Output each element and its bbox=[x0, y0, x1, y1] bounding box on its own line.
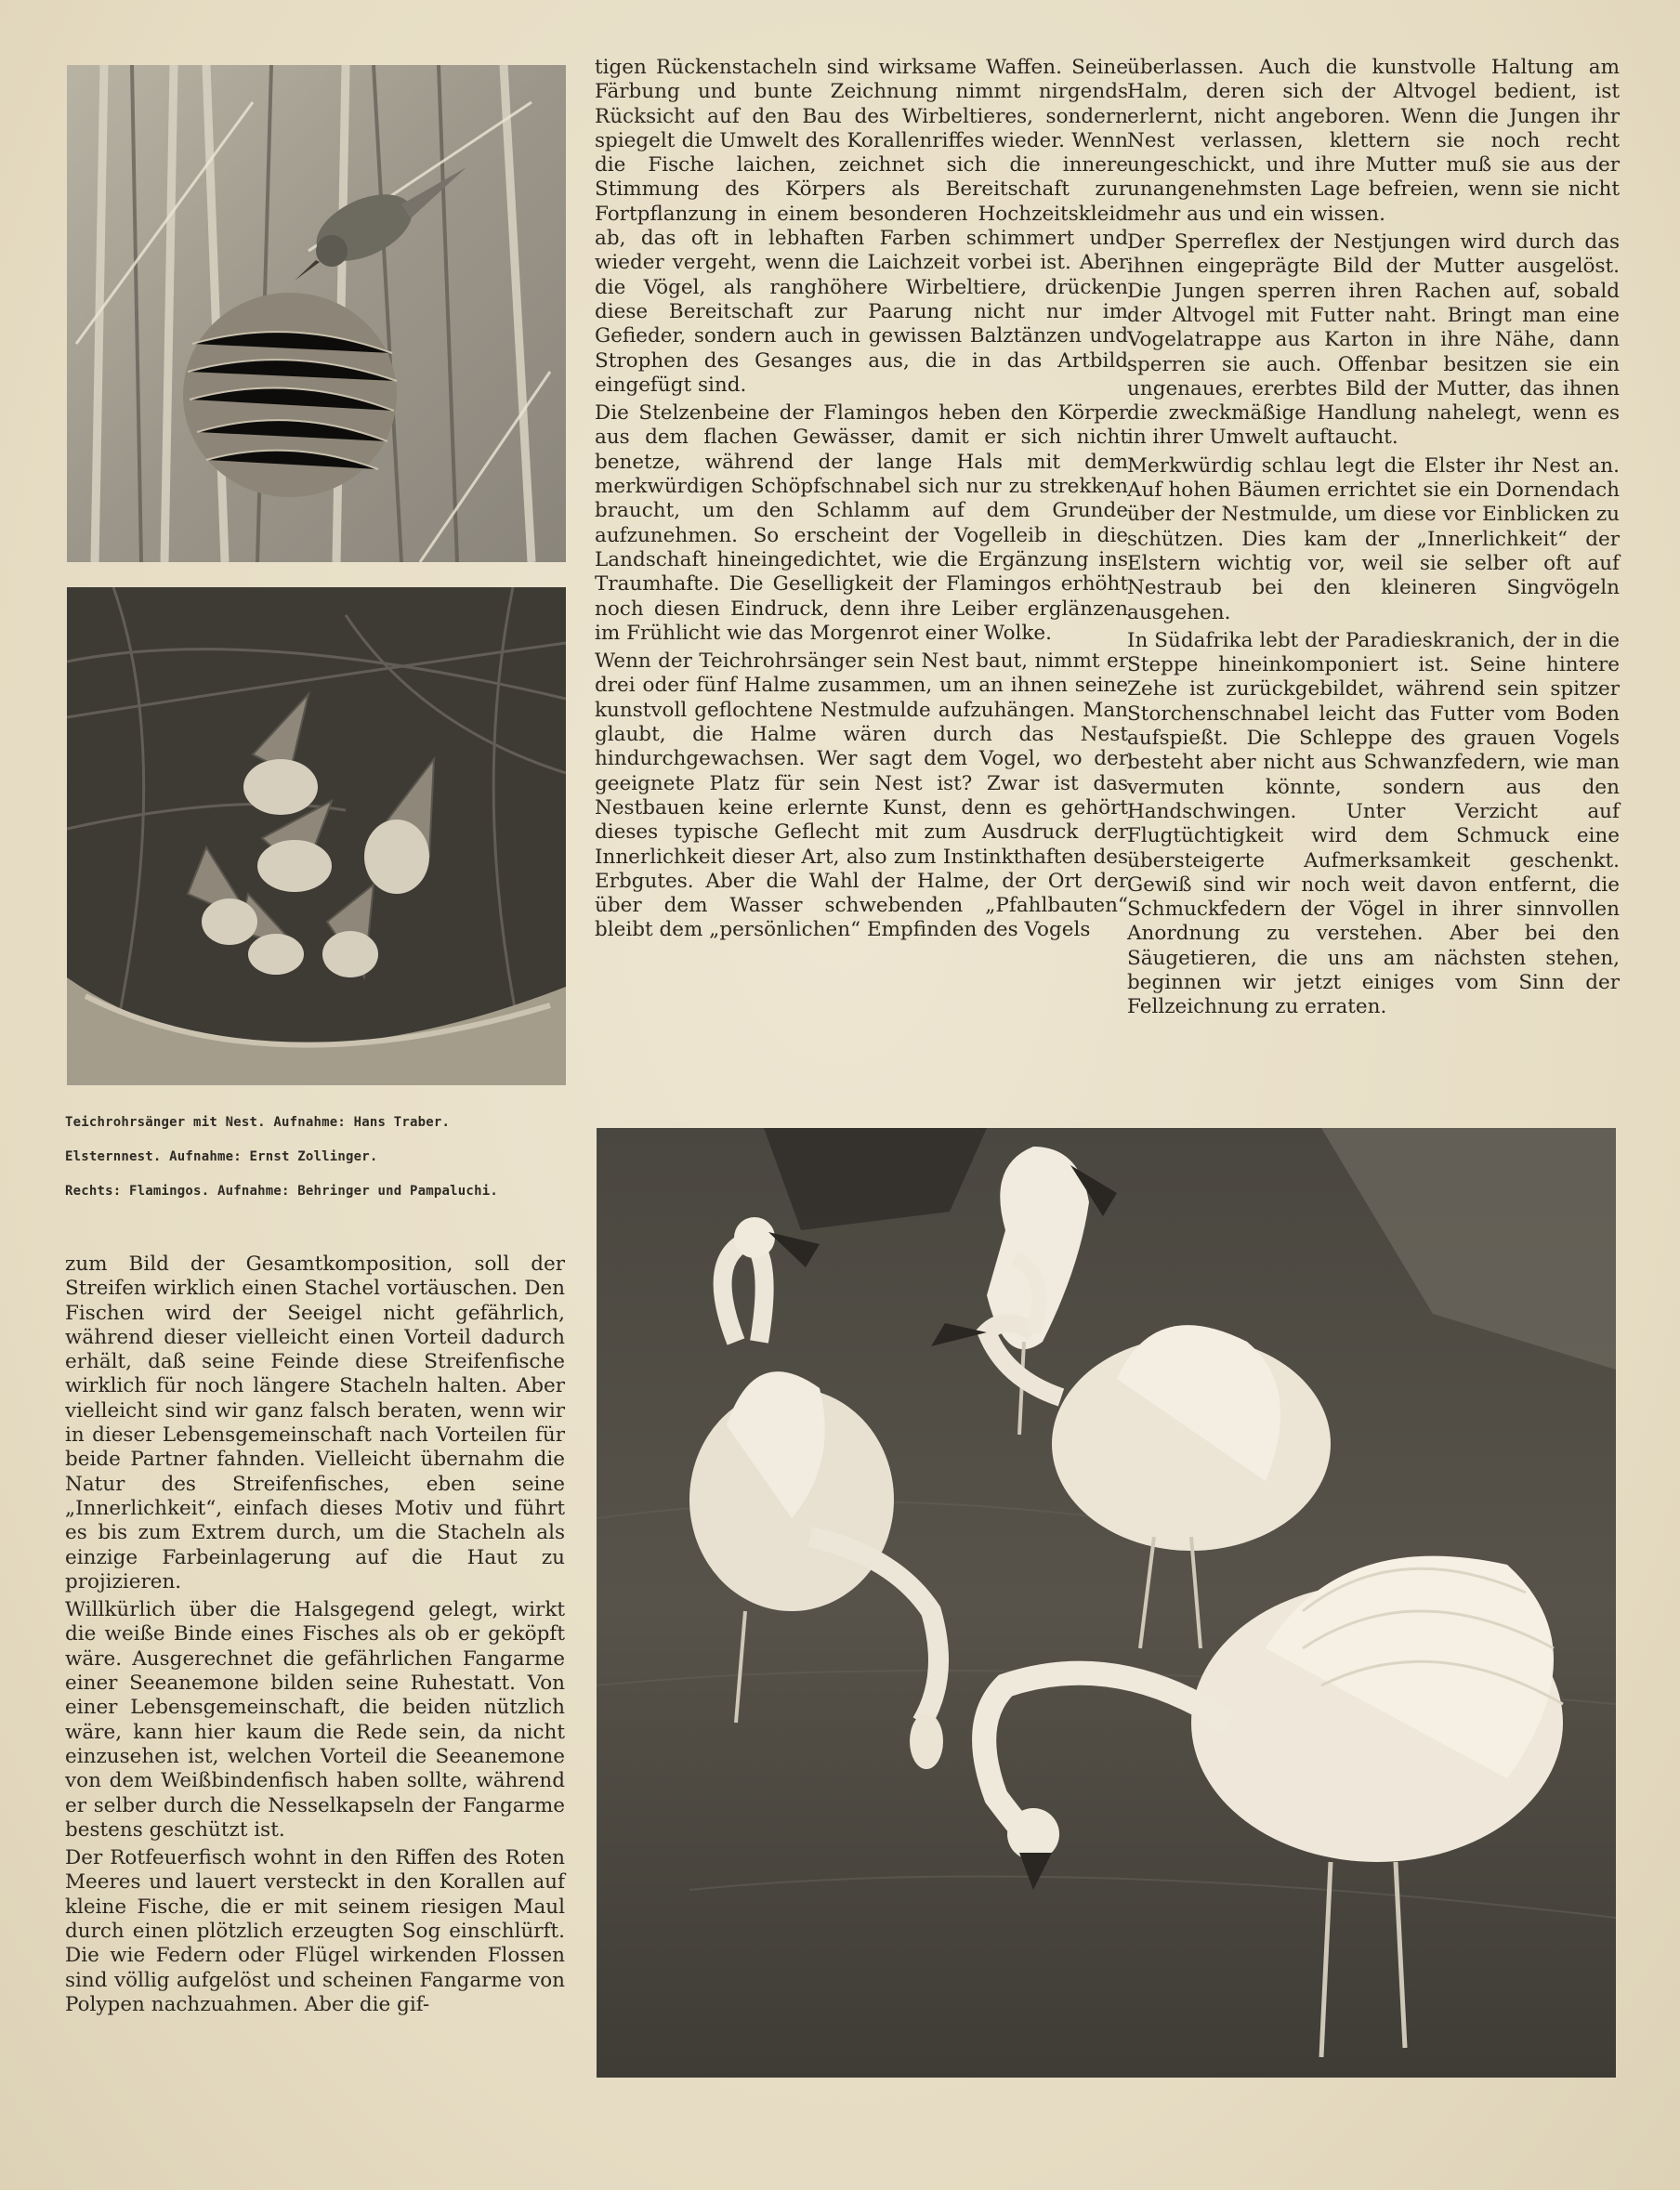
photo-caption: Teichrohrsänger mit Nest. Aufnahme: Hans Traber. bbox=[65, 1115, 451, 1130]
text-column-middle bbox=[595, 56, 1128, 947]
paragraph: Der Rotfeuerfisch wohnt in den Riffen des Roten Meeres und lauert versteckt in den Korallen auf kleine Fische, die er mit seinem riesigen Maul durch einen plötzlich erzeugten Sog einschlürft. Die wie Federn oder Flügel wirkenden Flossen sind völlig aufgelöst und scheinen Fangarme von Polypen nachzuahmen. Aber die gif- bbox=[65, 1846, 565, 2016]
flamingos-illustration bbox=[597, 1128, 1616, 2078]
paragraph: tigen Rückenstacheln sind wirksame Waffen. Seine Färbung und bunte Zeichnung nimmt nirgends Rücksicht auf den Bau des Wirbeltieres, sondern spiegelt die Umwelt des Korallenriffes wieder. Wenn die Fische laichen, zeichnet sich die innere Stimmung des Körpers als Bereitschaft zur Fortpflanzung in einem besonderen Hochzeitskleid ab, das oft in lebhaften Farben schimmert und wieder vergeht, wenn die Laichzeit vorbei ist. Aber die Vögel, als ranghöhere Wirbeltiere, drücken diese Bereitschaft zur Paarung nicht nur im Gefieder, sondern auch in gewissen Balztänzen und Strophen des Gesanges aus, die in das Artbild eingefügt sind. bbox=[595, 56, 1128, 397]
photo-caption: Elsternnest. Aufnahme: Ernst Zollinger. bbox=[65, 1149, 378, 1164]
text-column-left bbox=[65, 1252, 565, 2021]
photo-caption: Rechts: Flamingos. Aufnahme: Behringer und Pampaluchi. bbox=[65, 1184, 498, 1199]
paragraph: Die Stelzenbeine der Flamingos heben den Körper aus dem flachen Gewässer, damit er sich nicht benetze, während der lange Hals mit dem merkwürdigen Schöpfschnabel sich nur zu strekken braucht, um den Schlamm auf dem Grunde aufzunehmen. So erscheint der Vogelleib in die Landschaft hineingedichtet, wie die Ergänzung ins Traumhafte. Die Geselligkeit der Flamingos erhöht noch diesen Eindruck, denn ihre Leiber erglänzen im Frühlicht wie das Morgenrot einer Wolke. bbox=[595, 401, 1128, 645]
reed-warbler-illustration bbox=[67, 65, 566, 562]
reed-warbler-photo bbox=[67, 65, 566, 562]
paragraph: Willkürlich über die Halsgegend gelegt, wirkt die weiße Binde eines Fisches als ob er geköpft wäre. Ausgerechnet die gefährlichen Fangarme einer Seeanemone bilden seine Ruhestatt. Von einer Lebensgemeinschaft, die beiden nützlich wäre, kann hier kaum die Rede sein, da nicht einzusehen ist, welchen Vorteil die Seeanemone von dem Weißbindenfisch haben sollte, während er selber durch die Nesselkapseln der Fangarme bestens geschützt ist. bbox=[65, 1598, 565, 1842]
magpie-nest-illustration bbox=[67, 587, 566, 1085]
paragraph: überlassen. Auch die kunstvolle Haltung am Halm, deren sich der Altvogel bedient, ist erlernt, nicht angeboren. Wenn die Jungen ihr Nest verlassen, klettern sie noch recht ungeschickt, und ihre Mutter muß sie aus der unangenehmsten Lage befreien, wenn sie nicht mehr aus und ein wissen. bbox=[1127, 56, 1620, 226]
magpie-nest-photo bbox=[67, 587, 566, 1085]
text-column-right bbox=[1127, 56, 1620, 1024]
paragraph: Wenn der Teichrohrsänger sein Nest baut, nimmt er drei oder fünf Halme zusammen, um an ihnen seine kunstvoll geflochtene Nestmulde aufzuhängen. Man glaubt, die Halme wären durch das Nest hindurchgewachsen. Wer sagt dem Vogel, wo der geeignete Platz für sein Nest ist? Zwar ist das Nestbauen keine erlernte Kunst, denn es gehört dieses typische Geflecht mit zum Ausdruck der Innerlichkeit dieser Art, also zum Instinkthaften des Erbgutes. Aber die Wahl der Halme, der Ort der über dem Wasser schwebenden „Pfahlbauten“ bleibt dem „persönlichen“ Empfinden des Vogels bbox=[595, 649, 1128, 942]
paragraph: zum Bild der Gesamtkomposition, soll der Streifen wirklich einen Stachel vortäuschen. Den Fischen wird der Seeigel nicht gefährlich, während dieser vielleicht einen Vorteil dadurch erhält, daß seine Feinde diese Streifenfische wirklich für noch längere Stacheln halten. Aber vielleicht sind wir ganz falsch beraten, wenn wir in dieser Lebensgemeinschaft nach Vorteilen für beide Partner fahnden. Vielleicht übernahm die Natur des Streifenfisches, eben seine „Innerlichkeit“, einfach dieses Motiv und führt es bis zum Extrem durch, um die Stacheln als einzige Farbeinlagerung auf die Haut zu projizieren. bbox=[65, 1252, 565, 1593]
paragraph: Merkwürdig schlau legt die Elster ihr Nest an. Auf hohen Bäumen errichtet sie ein Dornendach über der Nestmulde, um diese vor Einblicken zu schützen. Dies kam der „Innerlichkeit“ der Elstern wichtig vor, weil sie selber oft auf Nestraub bei den kleineren Singvögeln ausgehen. bbox=[1127, 453, 1620, 624]
paragraph: In Südafrika lebt der Paradieskranich, der in die Steppe hineinkomponiert ist. Seine hintere Zehe ist zurückgebildet, während sein spitzer Storchenschnabel leicht das Futter vom Boden aufspießt. Die Schleppe des grauen Vogels besteht aber nicht aus Schwanzfedern, wie man vermuten könnte, sondern aus den Handschwingen. Unter Verzicht auf Flugtüchtigkeit wird dem Schmuck eine übersteigerte Aufmerksamkeit geschenkt. Gewiß sind wir noch weit davon entfernt, die Schmuckfedern der Vögel in ihrer sinnvollen Anordnung zu verstehen. Aber bei den Säugetieren, die uns am nächsten stehen, beginnen wir jetzt einiges vom Sinn der Fellzeichnung zu erraten. bbox=[1127, 628, 1620, 1019]
flamingos-photo bbox=[597, 1128, 1616, 2078]
paragraph: Der Sperreflex der Nestjungen wird durch das ihnen eingeprägte Bild der Mutter ausgelöst. Die Jungen sperren ihren Rachen auf, sobald der Altvogel mit Futter naht. Bringt man eine Vogelatrappe aus Karton in ihre Nähe, dann sperren sie auch. Offenbar besitzen sie ein ungenaues, ererbtes Bild der Mutter, das ihnen die zweckmäßige Handlung nahelegt, wenn es in ihrer Umwelt auftaucht. bbox=[1127, 230, 1620, 450]
